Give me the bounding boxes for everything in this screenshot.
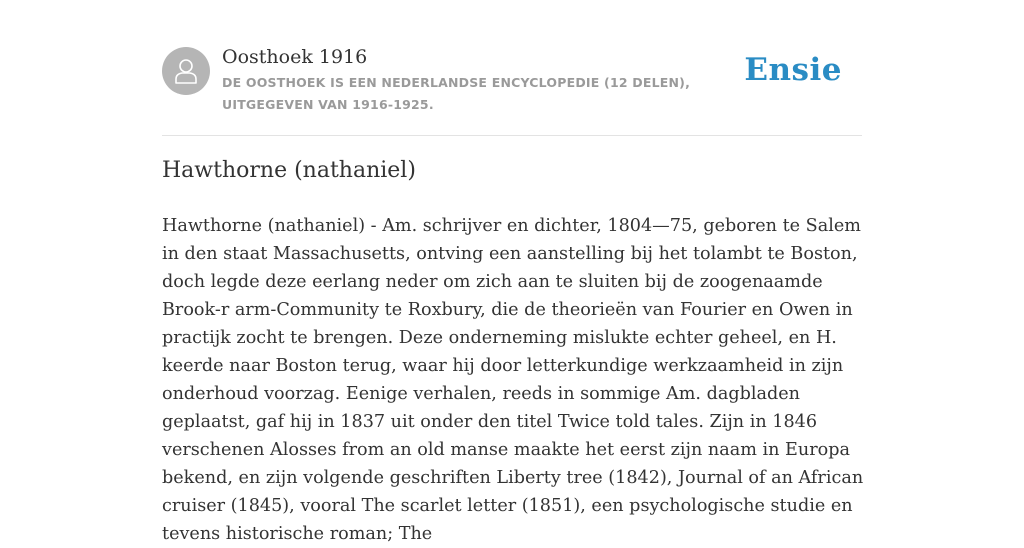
article-title: Hawthorne (nathaniel) <box>162 158 416 183</box>
user-silhouette-icon <box>171 56 201 86</box>
source-description: DE OOSTHOEK IS EEN NEDERLANDSE ENCYCLOPEDIE (12 DELEN), UITGEGEVEN VAN 1916-1925. <box>222 75 691 112</box>
source-header <box>162 44 862 136</box>
source-avatar[interactable] <box>162 47 210 95</box>
site-logo[interactable]: Ensie <box>744 52 842 88</box>
source-name[interactable]: Oosthoek 1916 <box>222 46 368 68</box>
article-body: Hawthorne (nathaniel) - Am. schrijver en dichter, 1804—75, geboren te Salem in den staat Massachusetts, ontving een aanstelling bij het tolambt te Boston, doch legde deze eerlang neder om zich aan te sluiten bij de zoogenaamde Brook-r arm-Community te Roxbury, die de theorieën van Fourier en Owen in practijk zocht te brengen. Deze onderneming mislukte echter geheel, en H. keerde naar Boston terug, waar hij door letterkundige werkzaamheid in zijn onderhoud voorzag. Eenige verhalen, reeds in sommige Am. dagbladen geplaatst, gaf hij in 1837 uit onder den titel Twice told tales. Zijn in 1846 verschenen Alosses from an old manse maakte het eerst zijn naam in Europa bekend, en zijn volgende geschriften Liberty tree (1842), Journal of an African cruiser (1845), vooral The scarlet letter (1851), een psychologische studie en tevens historische roman; The <box>162 216 864 544</box>
